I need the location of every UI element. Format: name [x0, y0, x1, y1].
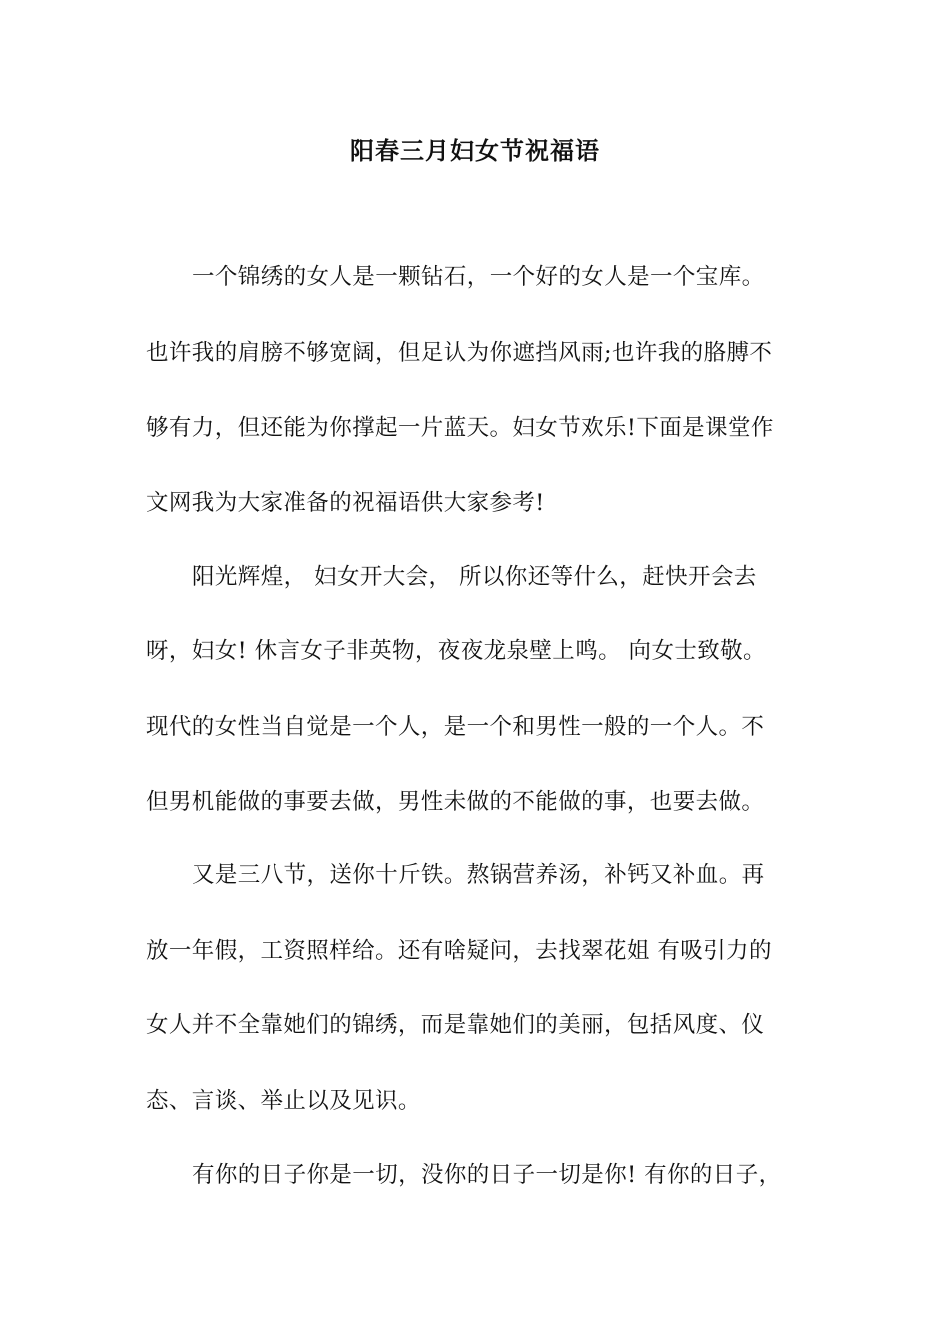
paragraph-line: 但男机能做的事要去做，男性未做的不能做的事，也要去做。	[146, 789, 765, 815]
paragraph-line: 也许我的肩膀不够宽阔，但足认为你遮挡风雨;也许我的胳膊不	[146, 340, 773, 366]
paragraph-line: 放一年假，工资照样给。还有啥疑问，去找翠花姐 有吸引力的	[146, 938, 772, 964]
paragraph-line: 有你的日子你是一切，没你的日子一切是你! 有你的日子，	[192, 1162, 782, 1188]
document-title: 阳春三月妇女节祝福语	[350, 136, 600, 165]
paragraph-line: 文网我为大家准备的祝福语供大家参考!	[146, 490, 545, 516]
paragraph-line: 一个锦绣的女人是一颗钻石，一个好的女人是一个宝库。	[192, 264, 765, 290]
paragraph-line: 够有力，但还能为你撑起一片蓝天。妇女节欢乐!下面是课堂作	[146, 415, 774, 441]
paragraph-line: 态、言谈、举止以及见识。	[146, 1088, 421, 1114]
paragraph-line: 现代的女性当自觉是一个人，是一个和男性一般的一个人。不	[146, 714, 765, 740]
paragraph-line: 呀，妇女! 休言女子非英物，夜夜龙泉壁上鸣。 向女士致敬。	[146, 638, 766, 664]
paragraph-line: 阳光辉煌， 妇女开大会， 所以你还等什么，赶快开会去	[192, 564, 757, 590]
paragraph-line: 又是三八节，送你十斤铁。熬锅营养汤，补钙又补血。再	[192, 862, 765, 888]
paragraph-line: 女人并不全靠她们的锦绣，而是靠她们的美丽，包括风度、仪	[146, 1012, 765, 1038]
